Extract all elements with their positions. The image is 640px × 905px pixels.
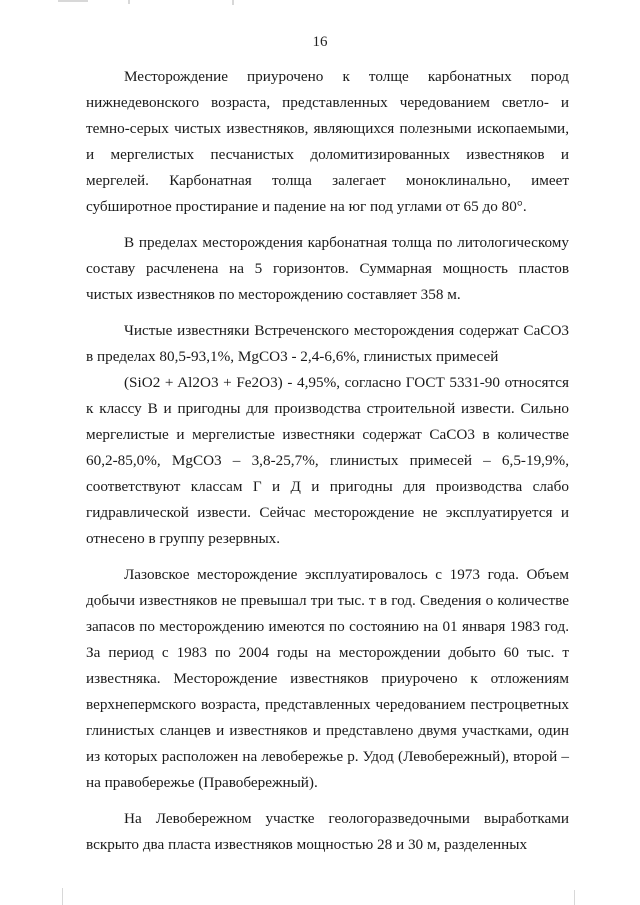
document-body	[86, 64, 569, 868]
paragraph: На Левобережном участке геологоразведочными выработками вскрыто два пласта известняков мощностью 28 и 30 м, разделенных	[86, 810, 569, 853]
scan-artifact-top-mid	[128, 0, 130, 4]
page-number: 16	[312, 34, 328, 50]
scan-artifact-top-right	[232, 0, 234, 5]
scan-artifact-bottom-right	[574, 890, 575, 905]
paragraph: Лазовское месторождение эксплуатировалось с 1973 года. Объем добычи известняков не превышал три тыс. т в год. Сведения о количестве запасов по месторождению имеются по состоянию на 01 января 1983 год. За период с 1983 по 2004 годы на месторождении добыто 60 тыс. т известняка. Месторождение известняков приурочено к отложениям верхнепермского возраста, представленных чередованием пестроцветных глинистых сланцев и известняков и представлено двумя участками, один из которых расположен на левобережье р. Удод (Левобережный), второй – на правобережье (Правобережный).	[86, 566, 569, 791]
paragraph: Чистые известняки Встреченского месторождения содержат CaCO3 в пределах 80,5-93,1%, MgCO3 - 2,4-6,6%, глинистых примесей	[86, 322, 569, 365]
scan-artifact-top-left	[58, 0, 88, 2]
paragraph: Месторождение приурочено к толще карбонатных пород нижнедевонского возраста, представленных чередованием светло- и темно-серых чистых известняков, являющихся полезными ископаемыми, и мергелистых песчанистых доломитизированных известняков и мергелей. Карбонатная толща залегает моноклинально, имеет субширотное простирание и падение на юг под углами от 65 до 80°.	[86, 68, 569, 215]
paragraph: В пределах месторождения карбонатная толща по литологическому составу расчленена на 5 горизонтов. Суммарная мощность пластов чистых известняков по месторождению составляет 358 м.	[86, 234, 569, 303]
scan-artifact-bottom-left	[62, 888, 63, 905]
paragraph: (SiO2 + Al2O3 + Fe2O3) - 4,95%, согласно ГОСТ 5331-90 относятся к классу В и пригодны для производства строительной извести. Сильно мергелистые и мергелистые известняки содержат CaCO3 в количестве 60,2-85,0%, MgCO3 – 3,8-25,7%, глинистых примесей – 6,5-19,9%, соответствуют классам Г и Д и пригодны для производства слабо гидравлической извести. Сейчас месторождение не эксплуатируется и отнесено в группу резервных.	[86, 374, 569, 547]
